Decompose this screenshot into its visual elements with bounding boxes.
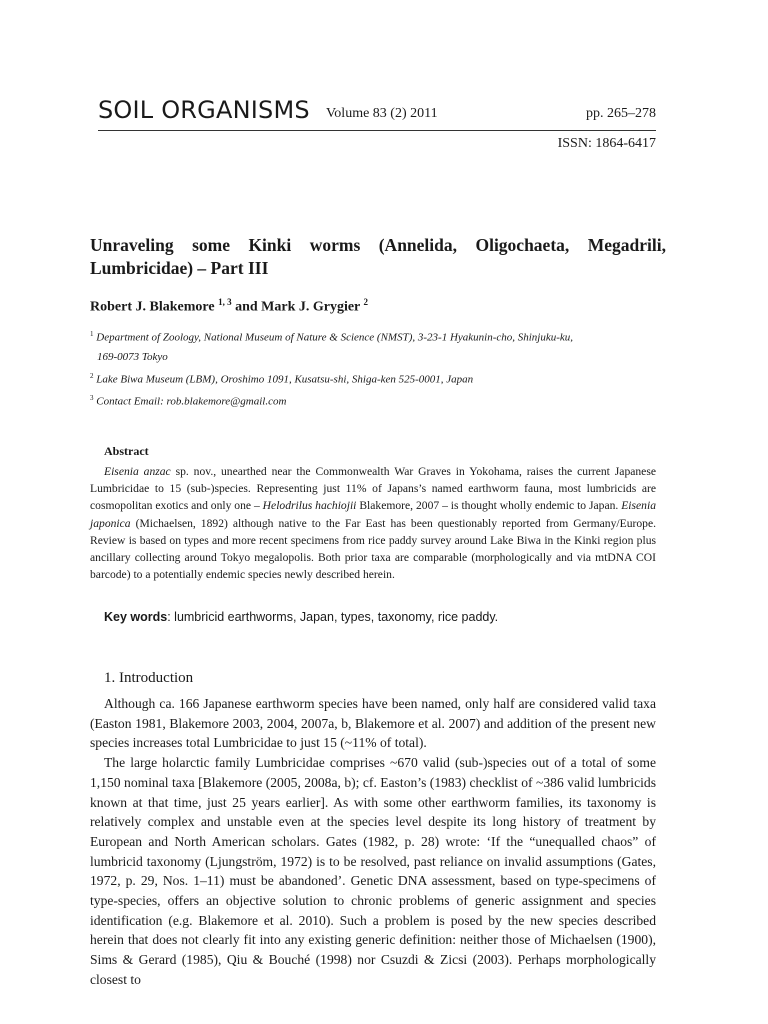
page-range: pp. 265–278: [586, 106, 656, 121]
keywords: [104, 610, 498, 624]
affiliation-3-num: 3: [90, 394, 94, 403]
author-2: Mark J. Grygier: [261, 299, 361, 315]
section-heading-introduction: 1. Introduction: [104, 670, 194, 686]
keywords-label: Key words: [104, 610, 168, 624]
species-eisenia-japonica: Eisenia japonica: [90, 499, 656, 530]
abstract-text-1: sp. nov., unearthed near the Commonwealth War Graves in Yokohama, raises the current Japanese Lumbricidae to 15 (sub-)species. Representing just 11% of Japans’s named earthworm fauna, most lumbricids are cosmopolitan exotics and only one –: [90, 465, 656, 513]
affiliations: [90, 325, 670, 412]
affiliation-1: [90, 325, 670, 348]
author-connector: and: [235, 299, 262, 315]
header-rule: [98, 130, 656, 131]
affiliation-2-num: 2: [90, 371, 94, 380]
affiliation-1-text: Department of Zoology, National Museum of Nature & Science (NMST), 3-23-1 Hyakunin-cho, Shinjuku-ku,: [96, 331, 574, 344]
journal-header: [98, 96, 656, 130]
affiliation-2: [90, 367, 670, 390]
issn: ISSN: 1864-6417: [557, 136, 656, 151]
species-helodrilus-hachiojii: Helodrilus hachiojii: [262, 499, 357, 513]
affiliation-2-text: Lake Biwa Museum (LBM), Oroshimo 1091, Kusatsu-shi, Shiga-ken 525-0001, Japan: [96, 373, 474, 386]
keywords-text: : lumbricid earthworms, Japan, types, taxonomy, rice paddy.: [167, 610, 499, 624]
species-eisenia-anzac: Eisenia anzac: [104, 465, 171, 478]
affiliation-1-cont: 169-0073 Tokyo: [97, 350, 168, 363]
author-2-affil-ref: 2: [363, 297, 369, 307]
abstract-text-2: Blakemore, 2007 – is thought wholly endemic to Japan.: [356, 499, 622, 513]
abstract-text-3: (Michaelsen, 1892) although native to the Far East has been questionably reported from Germany/Europe. Review is based on types and more recent specimens from rice paddy survey around Lake Biwa in the Kinki region plus ancillary collecting around Tokyo megalopolis. Both prior taxa are comparable (morphologically and via mtDNA COI barcode) to a potentially endemic species newly described herein.: [90, 516, 656, 582]
abstract-heading: Abstract: [104, 444, 149, 458]
affiliation-1-num: 1: [90, 330, 94, 338]
affiliation-3-text: Contact Email: rob.blakemore@gmail.com: [96, 395, 287, 408]
volume-info: Volume 83 (2) 2011: [326, 106, 438, 121]
intro-paragraph-2: The large holarctic family Lumbricidae comprises ~670 valid (sub-)species out of a total of some 1,150 nominal taxa [Blakemore (2005, 2008a, b); cf. Easton’s (1983) checklist of ~386 valid lumbricids known at that time, just 25 years earlier]. As with some other earthworm families, its taxonomy is relatively complex and unstable even at the species level despite its long history of treatment by European and North American scholars. Gates (1982, p. 28) wrote: ‘If the “unequalled chaos” of lumbricid taxonomy (Ljungström, 1972) is to be resolved, past reliance on invalid assumptions (Gates, 1972, p. 29, Nos. 1–11) must be abandoned’. Genetic DNA assessment, based on type-specimens of type-species, offers an objective solution to chronic problems of generic assignment and species identification (e.g. Blakemore et al. 2010). Such a problem is posed by the new species described herein that does not clearly fit into any existing generic definition: neither those of Michaelsen (1900), Sims & Gerard (1985), Qiu & Bouché (1998) nor Csuzdi & Zicsi (2003). Perhaps morphologically closest to: [90, 755, 656, 987]
affiliation-3: [90, 389, 670, 412]
author-1: Robert J. Blakemore: [90, 299, 215, 315]
authors: [90, 297, 368, 316]
journal-name: SOIL ORGANISMS: [98, 96, 310, 124]
article-title: Unraveling some Kinki worms (Annelida, Oligochaeta, Megadrili, Lumbricidae) – Part III: [90, 235, 666, 278]
intro-paragraph-1: Although ca. 166 Japanese earthworm species have been named, only half are considered valid taxa (Easton 1981, Blakemore 2003, 2004, 2007a, b, Blakemore et al. 2007) and addition of the present new species increases total Lumbricidae to just 15 (~11% of total).: [90, 696, 656, 751]
author-1-affil-ref: 1, 3: [218, 297, 232, 307]
introduction-body: [90, 694, 656, 990]
abstract-body: [90, 463, 656, 583]
